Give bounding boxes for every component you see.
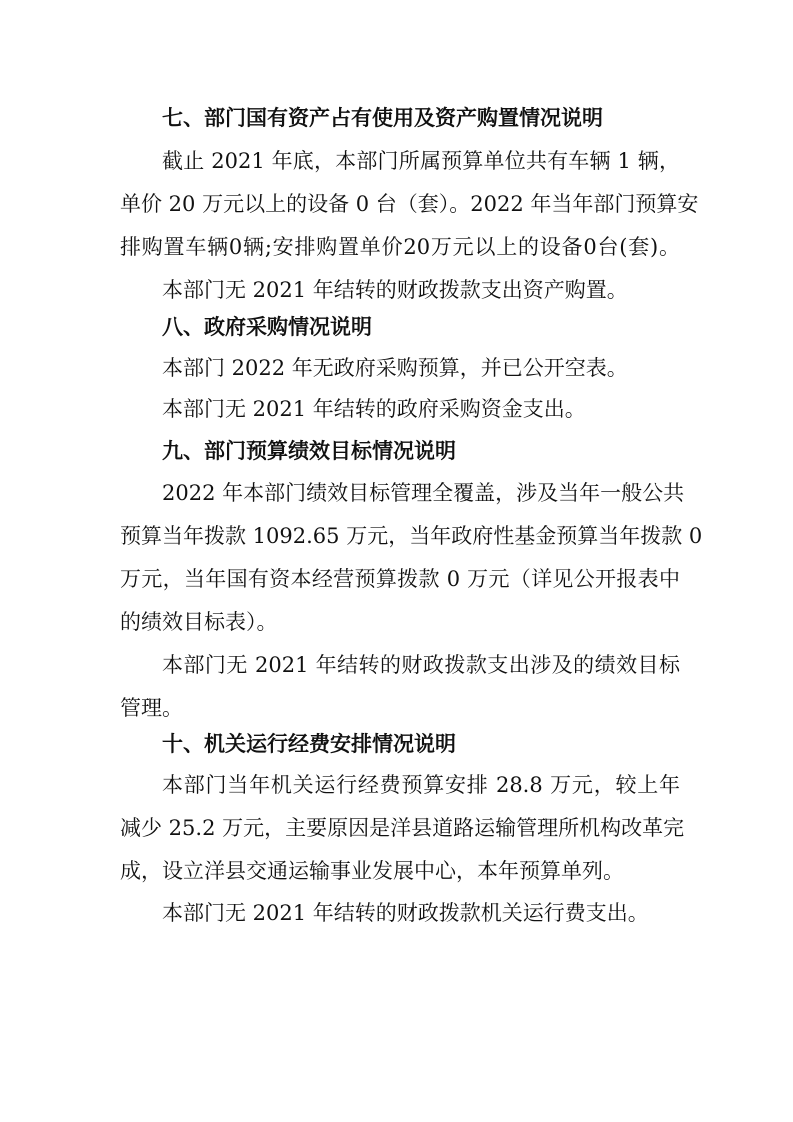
paragraph-line: 排购置车辆0辆;安排购置单价20万元以上的设备0台(套)。 — [120, 235, 680, 259]
paragraph-line: 管理。 — [120, 696, 183, 720]
paragraph-line: 的绩效目标表）。 — [120, 610, 278, 634]
paragraph-line: 减少 25.2 万元，主要原因是洋县道路运输管理所机构改革完 — [120, 816, 685, 840]
paragraph-line: 成，设立洋县交通运输事业发展中心，本年预算单列。 — [120, 859, 624, 883]
paragraph-line: 本部门当年机关运行经费预算安排 28.8 万元，较上年 — [162, 773, 680, 797]
paragraph-line: 本部门无 2021 年结转的财政拨款支出涉及的绩效目标 — [162, 653, 680, 677]
paragraph-line: 本部门无 2021 年结转的财政拨款支出资产购置。 — [162, 278, 628, 302]
paragraph-line: 本部门无 2021 年结转的政府采购资金支出。 — [162, 397, 586, 421]
paragraph-line: 万元，当年国有资本经营预算拨款 0 万元（详见公开报表中 — [120, 567, 680, 591]
paragraph-line: 截止 2021 年底，本部门所属预算单位共有车辆 1 辆， — [162, 149, 680, 173]
paragraph-line: 预算当年拨款 1092.65 万元，当年政府性基金预算当年拨款 0 — [120, 524, 703, 548]
section-heading: 九、部门预算绩效目标情况说明 — [162, 439, 456, 463]
paragraph-line: 本部门无 2021 年结转的财政拨款机关运行费支出。 — [162, 901, 649, 925]
section-heading: 八、政府采购情况说明 — [162, 315, 372, 339]
section-heading: 七、部门国有资产占有使用及资产购置情况说明 — [162, 106, 603, 130]
section-heading: 十、机关运行经费安排情况说明 — [162, 732, 456, 756]
paragraph-line: 单价 20 万元以上的设备 0 台（套）。2022 年当年部门预算安 — [120, 192, 699, 216]
paragraph-line: 本部门 2022 年无政府采购预算，并已公开空表。 — [162, 356, 628, 380]
paragraph-line: 2022 年本部门绩效目标管理全覆盖，涉及当年一般公共 — [162, 481, 685, 505]
